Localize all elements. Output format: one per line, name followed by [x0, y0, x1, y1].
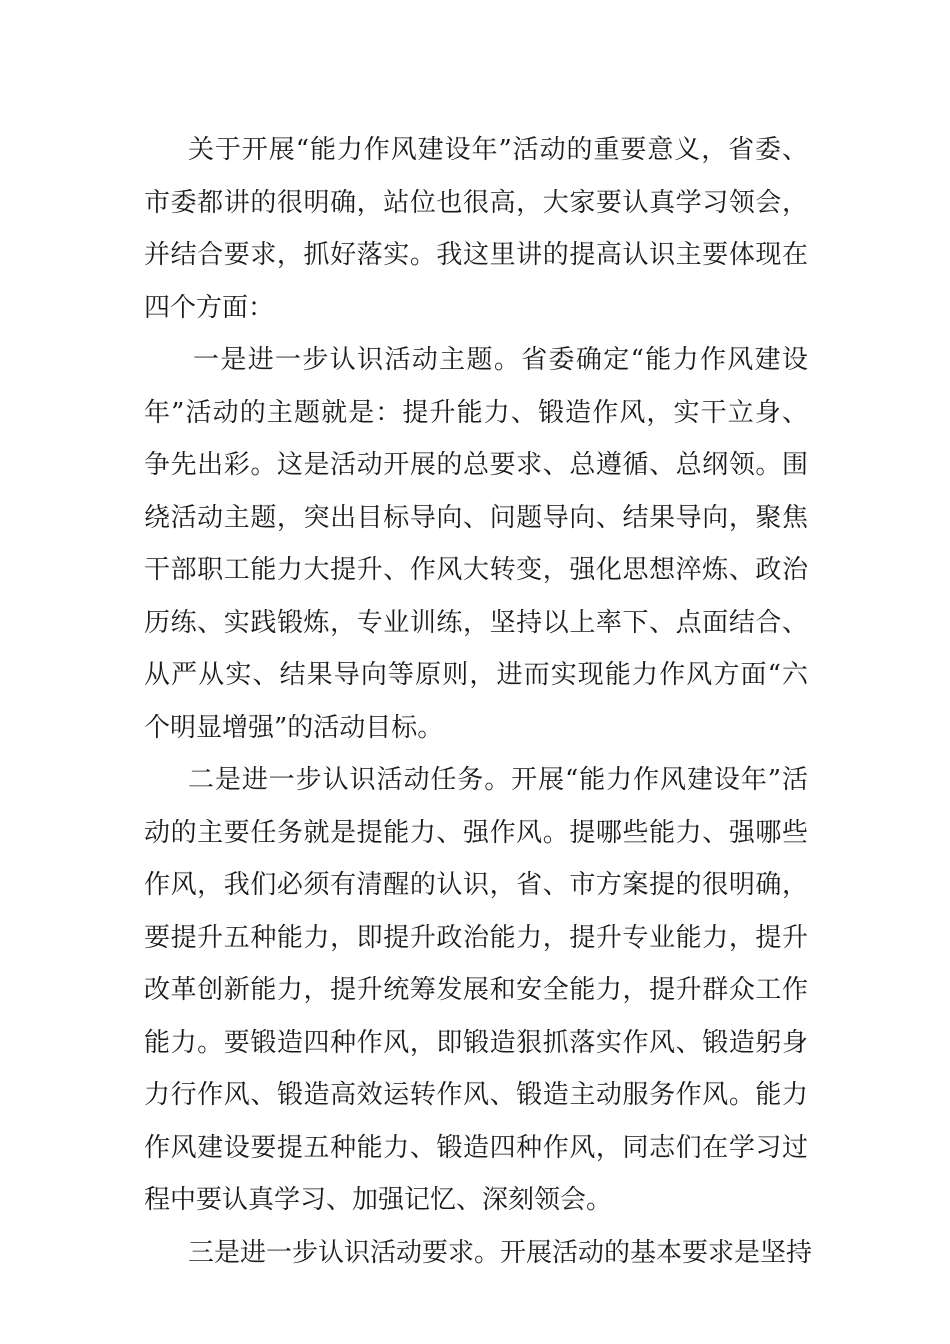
paragraph-point-three [144, 1227, 813, 1280]
text-line: 要提升五种能力，即提升政治能力，提升专业能力，提升 [144, 922, 808, 953]
paragraph-intro [144, 124, 808, 334]
text-line: 程中要认真学习、加强记忆、深刻领会。 [144, 1185, 613, 1215]
text-line: 历练、实践锻炼，专业训练，坚持以上率下、点面结合、 [144, 607, 808, 638]
text-line: 年”活动的主题就是：提升能力、锻造作风，实干立身、 [144, 397, 808, 428]
text-line: 关于开展“能力作风建设年”活动的重要意义，省委、 [188, 135, 808, 165]
text-line: 争先出彩。这是活动开展的总要求、总遵循、总纲领。围 [144, 450, 808, 480]
text-line: 改革创新能力，提升统筹发展和安全能力，提升群众工作 [144, 975, 808, 1005]
text-line: 三是进一步认识活动要求。开展活动的基本要求是坚持 [188, 1237, 813, 1268]
text-line: 并结合要求，抓好落实。我这里讲的提高认识主要体现在 [144, 240, 808, 270]
text-line: 作风，我们必须有清醒的认识，省、市方案提的很明确， [144, 870, 808, 900]
text-line: 动的主要任务就是提能力、强作风。提哪些能力、强哪些 [144, 817, 808, 848]
text-line: 个明显增强”的活动目标。 [144, 712, 444, 743]
text-line: 从严从实、结果导向等原则，进而实现能力作风方面“六 [144, 660, 808, 690]
text-line: 市委都讲的很明确，站位也很高，大家要认真学习领会， [144, 187, 808, 218]
text-line: 绕活动主题，突出目标导向、问题导向、结果导向，聚焦 [144, 502, 808, 533]
text-line: 四个方面： [144, 292, 275, 323]
paragraph-point-one [144, 334, 808, 754]
paragraph-point-two [144, 754, 808, 1227]
document-body [144, 124, 813, 1279]
text-line: 二是进一步认识活动任务。开展“能力作风建设年”活 [188, 765, 808, 795]
text-line: 能力。要锻造四种作风，即锻造狠抓落实作风、锻造躬身 [144, 1027, 808, 1058]
text-line: 干部职工能力大提升、作风大转变，强化思想淬炼、政治 [144, 555, 808, 585]
text-line: 一是进一步认识活动主题。省委确定“能力作风建设 [193, 345, 808, 375]
text-line: 作风建设要提五种能力、锻造四种作风，同志们在学习过 [144, 1132, 808, 1163]
text-line: 力行作风、锻造高效运转作风、锻造主动服务作风。能力 [144, 1080, 808, 1110]
